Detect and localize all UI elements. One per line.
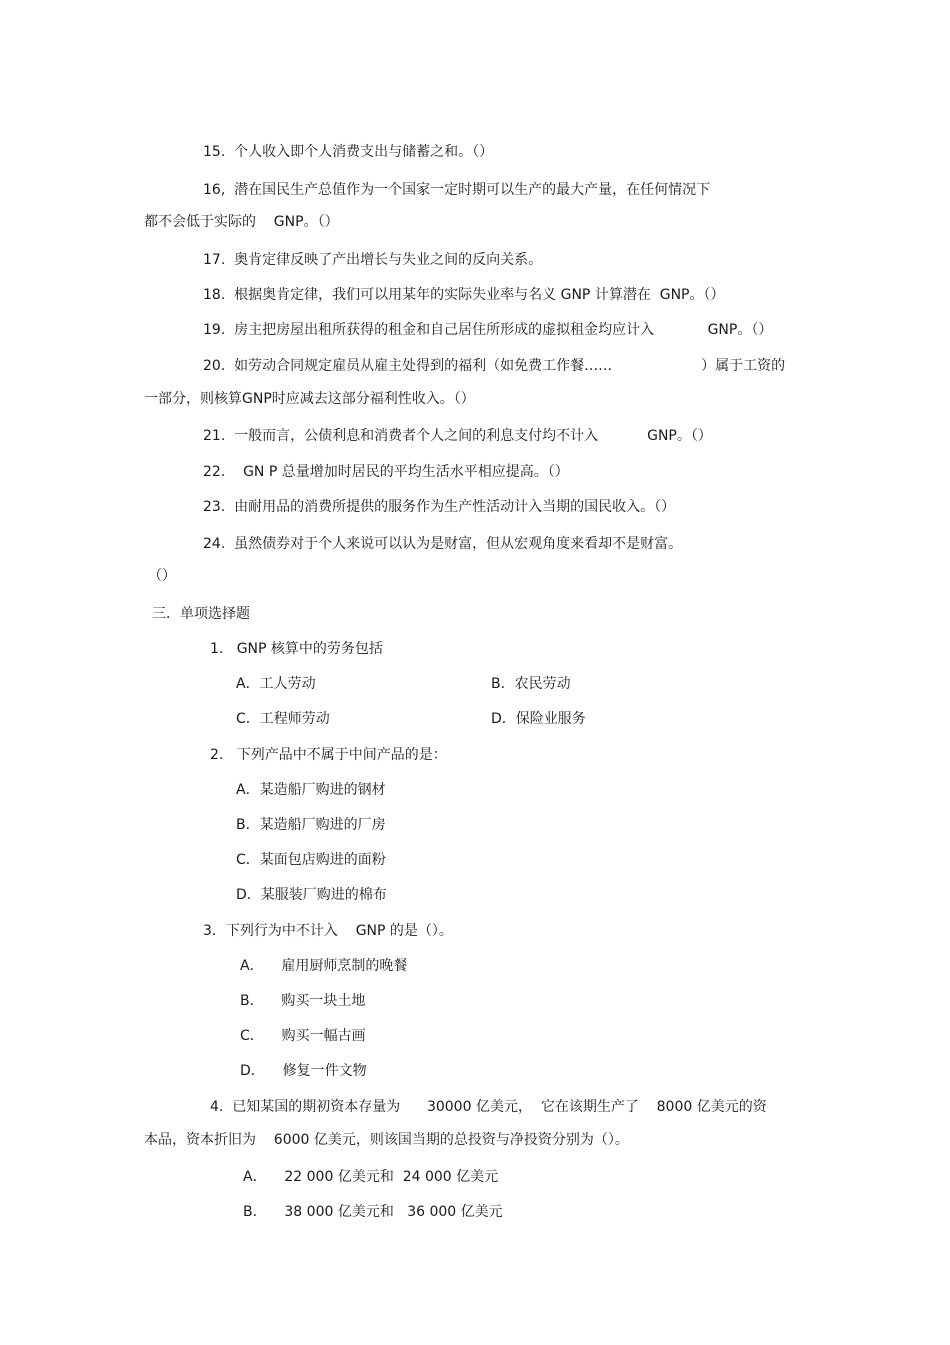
mc-q2-option-b: B．某造船厂购进的厂房 — [236, 817, 386, 833]
mc-question-4-line-1: 4. 已知某国的期初资本存量为 30000 亿美元， 它在该期生产了 8000 亿美元的资 — [210, 1099, 767, 1115]
mc-question-1: 1. GNP 核算中的劳务包括 — [210, 641, 383, 657]
question-16-line-1: 16, 潜在国民生产总值作为一个国家一定时期可以生产的最大产量，在任何情况下 — [203, 182, 711, 198]
question-24-line-2: （） — [148, 568, 176, 584]
question-15: 15. 个人收入即个人消费支出与储蓄之和。（） — [203, 144, 494, 160]
question-19: 19. 房主把房屋出租所获得的租金和自己居住所形成的虚拟租金均应计入 GNP。（） — [203, 322, 773, 338]
mc-q4-option-a: A． 22 000 亿美元和 24 000 亿美元 — [243, 1169, 499, 1185]
mc-q2-option-c: C．某面包店购进的面粉 — [236, 852, 386, 868]
mc-q2-option-a: A．某造船厂购进的钢材 — [236, 782, 386, 798]
mc-question-4-line-2: 本品，资本折旧为 6000 亿美元，则该国当期的总投资与净投资分别为（）。 — [144, 1132, 629, 1148]
mc-question-3: 3．下列行为中不计入 GNP 的是（）。 — [203, 923, 453, 939]
mc-q1-option-c: C．工程师劳动 — [236, 711, 330, 727]
mc-q2-option-d: D．某服装厂购进的棉布 — [236, 887, 387, 903]
question-18: 18. 根据奥肯定律，我们可以用某年的实际失业率与名义 GNP 计算潜在 GNP。（） — [203, 287, 725, 303]
question-20-line-1: 20. 如劳动合同规定雇员从雇主处得到的福利（如免费工作餐…… ）属于工资的 — [203, 358, 786, 374]
mc-q3-option-c: C． 购买一幅古画 — [240, 1028, 366, 1044]
question-17: 17. 奥肯定律反映了产出增长与失业之间的反向关系。 — [203, 252, 543, 268]
mc-q1-option-b: B．农民劳动 — [491, 676, 571, 692]
mc-q1-option-d: D．保险业服务 — [491, 711, 586, 727]
mc-question-2: 2. 下列产品中不属于中间产品的是： — [210, 747, 447, 763]
question-21: 21. 一般而言，公债利息和消费者个人之间的利息支付均不计入 GNP。（） — [203, 428, 712, 444]
mc-q1-option-a: A．工人劳动 — [236, 676, 316, 692]
section-title: 三．单项选择题 — [152, 606, 250, 622]
question-23: 23. 由耐用品的消费所提供的服务作为生产性活动计入当期的国民收入。（） — [203, 499, 676, 515]
question-22: 22. GN P 总量增加时居民的平均生活水平相应提高。（） — [203, 464, 569, 480]
mc-q3-option-d: D． 修复一件文物 — [240, 1063, 367, 1079]
mc-q3-option-a: A． 雇用厨师烹制的晚餐 — [240, 958, 408, 974]
mc-q3-option-b: B． 购买一块土地 — [240, 993, 366, 1009]
question-24-line-1: 24. 虽然债券对于个人来说可以认为是财富，但从宏观角度来看却不是财富。 — [203, 536, 683, 552]
question-20-line-2: 一部分，则核算GNP时应减去这部分福利性收入。（） — [144, 391, 475, 407]
question-16-line-2: 都不会低于实际的 GNP。（） — [144, 214, 339, 230]
mc-q4-option-b: B． 38 000 亿美元和 36 000 亿美元 — [243, 1204, 503, 1220]
